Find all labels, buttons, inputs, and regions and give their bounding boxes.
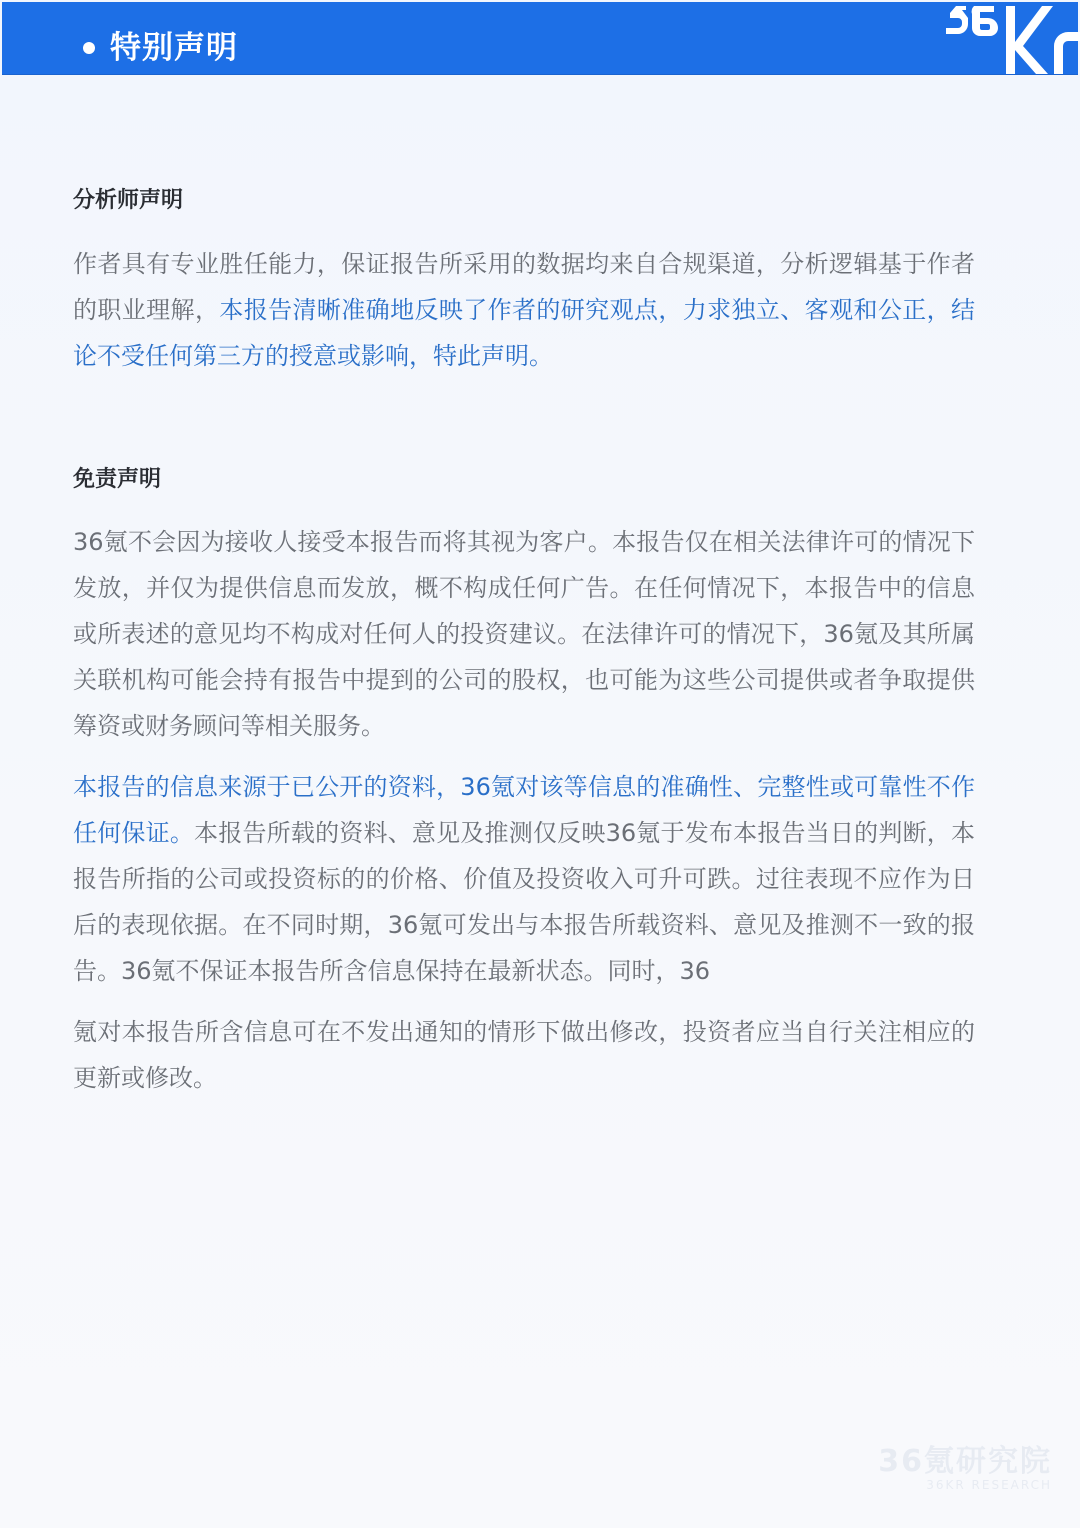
analyst-heading: 分析师声明 [73, 188, 184, 213]
disclaimer-heading: 免责声明 [73, 467, 162, 492]
disclaimer-paragraph-1 [73, 519, 975, 749]
disclaimer-text-1: 36氪不会因为接收人接受本报告而将其视为客户。本报告仅在相关法律许可的情况下发放，并仅为提供信息而发放，概不构成任何广告。在任何情况下，本报告中的信息或所表述的意见均不构成对任何人的投资建议。在法律许可的情况下，36氪及其所属关联机构可能会持有报告中提到的公司的股权，也可能为这些公司提供或者争取提供筹资或财务顾问等相关服务。 [73, 528, 975, 740]
analyst-text-1: 作者具有专业胜任能力，保证报告所采用的数据均来自合规渠道，分析逻辑基于作者的职业理解， [73, 250, 975, 324]
36kr-logo [944, 0, 1080, 76]
watermark-main: 36氪研究院 [878, 1444, 1052, 1479]
disclaimer-text-3: 氪对本报告所含信息可在不发出通知的情形下做出修改，投资者应当自行关注相应的更新或修改。 [73, 1018, 975, 1092]
header-bar [2, 2, 1078, 75]
page-title: 特别声明 [110, 30, 238, 66]
analyst-paragraph [73, 241, 975, 379]
disclaimer-text-2: 本报告所载的资料、意见及推测仅反映36氪于发布本报告当日的判断，本报告所指的公司或投资标的的价格、价值及投资收入可升可跌。过往表现不应作为日后的表现依据。在不同时期，36氪可发出与本报告所载资料、意见及推测不一致的报告。36氪不保证本报告所含信息保持在最新状态。同时，36 [73, 819, 976, 985]
analyst-text-highlight: 本报告清晰准确地反映了作者的研究观点，力求独立、客观和公正，结论不受任何第三方的授意或影响，特此声明。 [73, 296, 976, 370]
disclaimer-paragraph-2 [73, 764, 975, 994]
watermark-sub: 36KR RESEARCH [926, 1478, 1052, 1492]
disclaimer-paragraph-3 [73, 1009, 975, 1101]
disclaimer-text-highlight: 本报告的信息来源于已公开的资料，36氪对该等信息的准确性、完整性或可靠性不作任何保证。 [73, 773, 975, 847]
bullet-dot-icon [83, 42, 95, 54]
watermark [852, 1436, 1052, 1500]
